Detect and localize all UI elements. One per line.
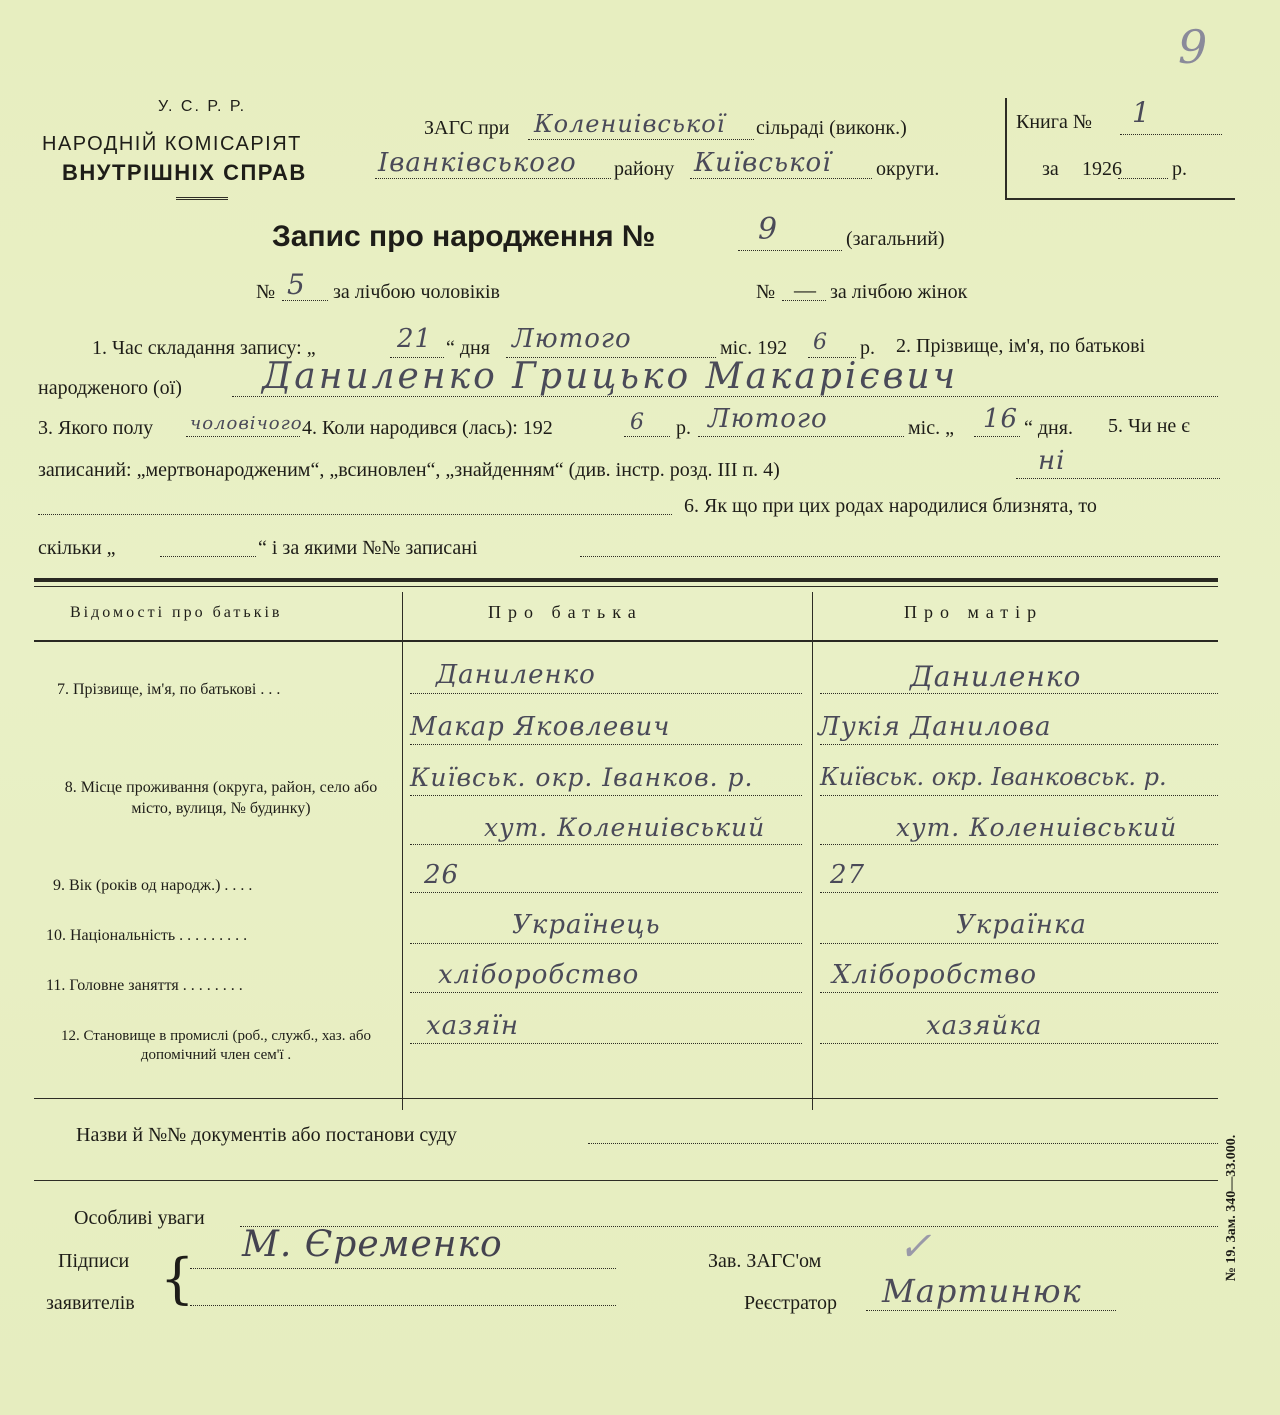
f3-value: чоловічого	[190, 413, 303, 434]
okruga-value: Київської	[694, 148, 832, 178]
book-label: Книга №	[1016, 111, 1092, 133]
raion-value: Іванківського	[378, 148, 577, 178]
f3-label: 3. Якого полу	[38, 417, 154, 439]
women-prefix: №	[756, 281, 776, 303]
mother-line-2	[820, 744, 1218, 745]
table-header-father: Про батька	[488, 602, 643, 622]
f5-value: ні	[1038, 446, 1066, 476]
book-year-prefix: за	[1042, 158, 1059, 180]
book-year-line	[1118, 178, 1168, 179]
father-status: хазяїн	[426, 1011, 520, 1041]
table-header-rule	[34, 640, 1218, 642]
declarant-signature: М. Єременко	[242, 1224, 503, 1265]
row12-label: 12. Становище в промислі (роб., служб., хаз. або допомічний член сем'ї .	[61, 1028, 371, 1063]
title-suffix: (загальний)	[846, 228, 945, 250]
f4-mis: міс. „	[908, 417, 954, 439]
mother-status: хазяйка	[926, 1011, 1043, 1041]
raion-label: району	[614, 158, 675, 180]
side-print: № 19. Зам. 340—33.000.	[1224, 1134, 1239, 1282]
notes-label: Особливі уваги	[74, 1207, 205, 1229]
f4-day-close: “ дня.	[1024, 417, 1073, 439]
father-line-2	[410, 744, 802, 745]
father-line-5	[410, 892, 802, 893]
f6-count-line	[160, 556, 256, 557]
book-number: 1	[1132, 96, 1151, 129]
declarant-line-1	[190, 1268, 616, 1269]
f5-label-2: записаний: „мертвонародженим“, „всиновлен“, „знайденням“ (див. інстр. розд. III п. 4)	[38, 459, 780, 481]
f1-label: 1. Час складання запису: „	[92, 337, 316, 359]
table-col-divider-1	[402, 592, 403, 1110]
mother-line-7	[820, 992, 1218, 993]
record-number-line	[738, 250, 842, 251]
f1-mis: міс. 192	[720, 337, 788, 359]
table-top-rule-2	[34, 586, 1218, 587]
zags-prefix: ЗАГС при	[424, 117, 510, 139]
table-header-info: Відомості про батьків	[70, 604, 283, 621]
footer-divider	[34, 1180, 1218, 1181]
father-age: 26	[424, 860, 460, 890]
f4-month: Лютого	[708, 404, 828, 434]
father-line-1	[410, 693, 802, 694]
f4-month-line	[698, 436, 904, 437]
f2-label: 2. Прізвище, ім'я, по батькові	[896, 335, 1146, 357]
men-line	[282, 300, 328, 301]
declarant-line-2	[190, 1305, 616, 1306]
mother-line-4	[820, 844, 1218, 845]
mother-place-1: Київськ. окр. Іванковськ. р.	[820, 763, 1167, 791]
mother-age: 27	[830, 860, 866, 890]
documents-label: Назви й №№ документів або постанови суду	[76, 1124, 457, 1146]
signatures-label: Підписи	[58, 1250, 130, 1272]
registrar-signature: Мартинюк	[882, 1272, 1082, 1310]
header-ussr: У. С. Р. Р.	[158, 98, 247, 115]
father-surname: Даниленко	[436, 660, 596, 690]
mother-line-8	[820, 1043, 1218, 1044]
father-name: Макар Яковлевич	[410, 712, 671, 742]
row7-label: 7. Прізвище, ім'я, по батькові . . .	[57, 681, 281, 698]
mother-line-3	[820, 795, 1218, 796]
father-line-4	[410, 844, 802, 845]
f6-numbers-line	[580, 556, 1220, 557]
men-label: за лічбою чоловіків	[333, 281, 500, 303]
documents-line	[588, 1143, 1218, 1144]
mother-name: Лукія Данилова	[818, 712, 1052, 742]
registrar-line	[866, 1310, 1116, 1311]
okruga-label: округи.	[876, 158, 940, 180]
record-number: 9	[758, 212, 779, 247]
father-line-7	[410, 992, 802, 993]
table-col-divider-2	[812, 592, 813, 1110]
page-title: Запис про народження №	[272, 220, 656, 253]
women-label: за лічбою жінок	[830, 281, 968, 303]
f3-line	[186, 436, 300, 437]
f1-year-digit: 6	[813, 330, 828, 355]
f6-label: 6. Як що при цих родах народилися близнята, то	[684, 495, 1097, 517]
f1-day: 21	[397, 324, 433, 354]
f4-label: 4. Коли народився (лась): 192	[302, 417, 553, 439]
corner-number: 9	[1178, 20, 1209, 74]
f1-day-close: “ дня	[446, 337, 490, 359]
header-rule	[176, 197, 228, 200]
table-top-rule	[34, 578, 1218, 582]
mother-line-5	[820, 892, 1218, 893]
zags-suffix: сільраді (виконк.)	[756, 117, 907, 139]
f4-year-line	[624, 436, 670, 437]
f5-line	[1016, 478, 1220, 479]
f4-year-digit: 6	[630, 410, 645, 435]
f4-day-line	[974, 436, 1020, 437]
father-place-1: Київськ. окр. Іванков. р.	[410, 763, 754, 792]
f6-label-2a: скільки „	[38, 537, 116, 559]
mother-line-6	[820, 943, 1218, 944]
mother-place-2: хут. Колениівський	[896, 813, 1178, 842]
f6-blank-line	[38, 514, 672, 515]
f2-label-2: народженого (ої)	[38, 377, 182, 399]
f5-label: 5. Чи не є	[1108, 415, 1190, 437]
book-year-suffix: р.	[1172, 158, 1187, 180]
book-year: 1926	[1082, 158, 1122, 180]
book-number-line	[1120, 134, 1222, 135]
zags-village-line	[528, 139, 754, 140]
okruga-line	[690, 178, 872, 179]
declarants-label: заявителів	[46, 1292, 135, 1314]
f2-value: Даниленко Грицько Макарієвич	[262, 356, 959, 397]
f4-day: 16	[983, 404, 1019, 434]
father-occupation: хліборобство	[438, 960, 640, 990]
registrar-label: Реєстратор	[744, 1292, 838, 1314]
father-nationality: Українець	[512, 910, 661, 940]
mother-nationality: Українка	[956, 910, 1087, 940]
row8-label: 8. Місце проживання (округа, район, село або місто, вулиця, № будинку)	[64, 779, 378, 817]
row9-label: 9. Вік (років од народж.) . . . .	[53, 877, 253, 894]
mother-line-1	[820, 693, 1218, 694]
row11-label: 11. Головне заняття . . . . . . . .	[46, 977, 243, 994]
father-line-6	[410, 943, 802, 944]
head-label: Зав. ЗАГС'ом	[708, 1250, 822, 1272]
header-internal-affairs: ВНУТРІШНІХ СПРАВ	[62, 160, 307, 185]
signature-brace: {	[160, 1247, 195, 1310]
header-commissariat: НАРОДНІЙ КОМІСАРІЯТ	[42, 133, 302, 155]
men-prefix: №	[256, 281, 276, 303]
f2-line	[232, 396, 1218, 397]
f4-r: р.	[676, 417, 691, 439]
raion-line	[375, 178, 611, 179]
f1-r: р.	[860, 337, 875, 359]
f6-label-2b: “ і за якими №№ записані	[258, 537, 478, 559]
father-line-3	[410, 795, 802, 796]
f1-month: Лютого	[512, 324, 632, 354]
father-place-2: хут. Колениівський	[484, 813, 766, 842]
head-signature-mark: ✓	[898, 1224, 933, 1270]
mother-occupation: Хліборобство	[832, 960, 1038, 990]
zags-village-value: Колениівської	[534, 110, 726, 138]
row10-label: 10. Національність . . . . . . . . .	[46, 927, 248, 944]
women-number: —	[794, 277, 816, 302]
mother-surname: Даниленко	[910, 660, 1082, 693]
table-bottom-rule	[34, 1098, 1218, 1099]
table-header-mother: Про матір	[904, 602, 1044, 622]
men-number: 5	[287, 268, 306, 301]
women-line	[782, 300, 826, 301]
father-line-8	[410, 1043, 802, 1044]
